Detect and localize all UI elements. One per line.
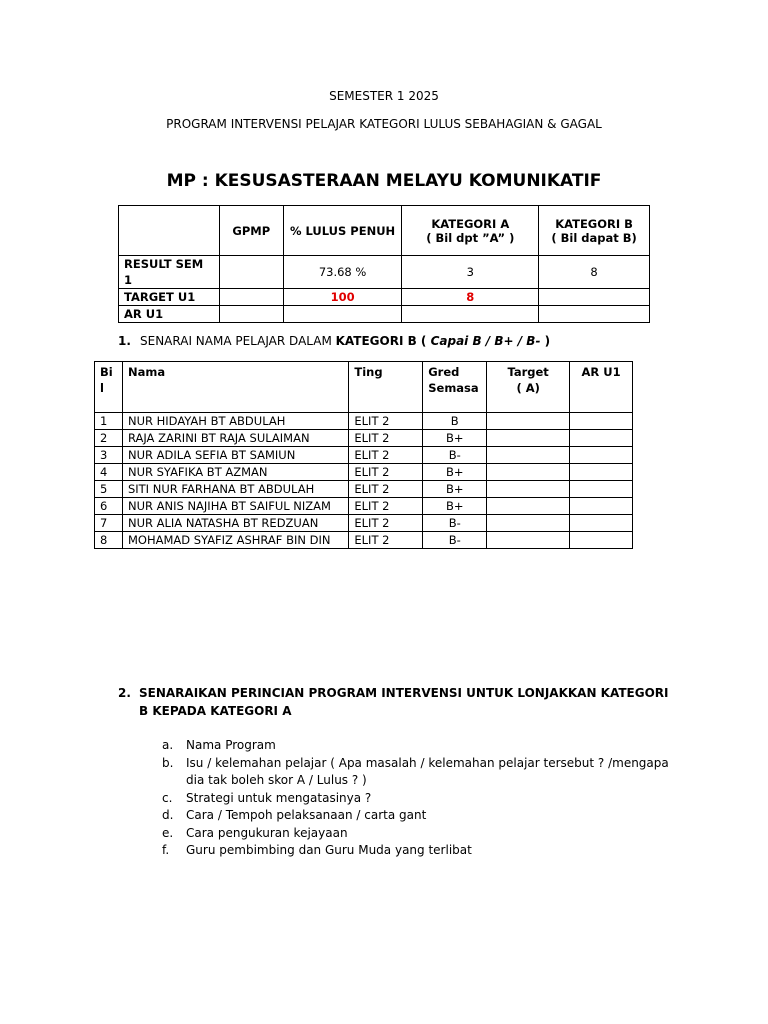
- cell-ar: [570, 532, 633, 549]
- cell-ar: [570, 498, 633, 515]
- list-item: [162, 755, 682, 790]
- section2-text: SENARAIKAN PERINCIAN PROGRAM INTERVENSI UNTUK LONJAKKAN KATEGORI B KEPADA KATEGORI A: [139, 686, 669, 718]
- cell-nama: NUR SYAFIKA BT AZMAN: [122, 464, 348, 481]
- summary-header-empty: [119, 206, 220, 256]
- section1-bold: KATEGORI B: [335, 334, 417, 348]
- cell-nama: NUR HIDAYAH BT ABDULAH: [122, 413, 348, 430]
- cell-bil: 7: [95, 515, 123, 532]
- summary-row-ar: [119, 306, 650, 323]
- row-label: AR U1: [119, 306, 220, 323]
- cell-nama: NUR ALIA NATASHA BT REDZUAN: [122, 515, 348, 532]
- header-bil: [95, 362, 123, 413]
- cell-gpmp: [219, 256, 283, 289]
- cell-nama: RAJA ZARINI BT RAJA SULAIMAN: [122, 430, 348, 447]
- list-letter: a.: [162, 738, 174, 752]
- list-item: [162, 790, 682, 808]
- cell-gred: B+: [423, 498, 487, 515]
- row-label: RESULT SEM 1: [119, 256, 220, 289]
- list-text: Strategi untuk mengatasinya ?: [186, 790, 372, 805]
- table-row: [95, 515, 633, 532]
- header-kategori-b-line1: KATEGORI B: [555, 216, 633, 231]
- header-kategori-a-line2: ( Bil dpt ”A” ): [426, 230, 515, 245]
- cell-gpmp: [219, 289, 283, 306]
- table-row: [95, 413, 633, 430]
- header-kategori-a-line1: KATEGORI A: [431, 216, 510, 231]
- cell-target: [487, 498, 570, 515]
- cell-gred: B: [423, 413, 487, 430]
- cell-target: [487, 413, 570, 430]
- cell-bil: 4: [95, 464, 123, 481]
- section2-list: [162, 737, 682, 860]
- section1-text: SENARAI NAMA PELAJAR DALAM: [140, 334, 336, 348]
- header-gred-line2: Semasa: [428, 381, 479, 395]
- table-row: [95, 464, 633, 481]
- table-row: [95, 481, 633, 498]
- list-letter: b.: [162, 755, 174, 770]
- cell-gred: B-: [423, 532, 487, 549]
- cell-ting: ELIT 2: [349, 447, 423, 464]
- list-text: Guru pembimbing dan Guru Muda yang terlibat: [186, 843, 472, 857]
- header-bil-line2: l: [100, 381, 104, 395]
- cell-gred: B+: [423, 430, 487, 447]
- cell-gred: B-: [423, 515, 487, 532]
- row-label: TARGET U1: [119, 289, 220, 306]
- cell-nama: MOHAMAD SYAFIZ ASHRAF BIN DIN: [122, 532, 348, 549]
- list-letter: c.: [162, 790, 173, 805]
- header-bil-line1: Bi: [100, 365, 113, 379]
- cell-ar: [570, 515, 633, 532]
- section1-number: 1.: [118, 334, 131, 348]
- summary-table: [118, 205, 650, 323]
- cell-ar: [570, 430, 633, 447]
- semester-heading: SEMESTER 1 2025: [329, 89, 439, 103]
- cell-ar: [570, 447, 633, 464]
- cell-target: [487, 464, 570, 481]
- table-row: [95, 498, 633, 515]
- section2-number: 2.: [118, 686, 131, 700]
- header-kategori-a: [402, 206, 539, 256]
- summary-row-target: [119, 289, 650, 306]
- cell-gred: B-: [423, 447, 487, 464]
- cell-ting: ELIT 2: [349, 532, 423, 549]
- student-table: [94, 361, 633, 549]
- cell-nama: SITI NUR FARHANA BT ABDULAH: [122, 481, 348, 498]
- header-kategori-b: [539, 206, 650, 256]
- list-text: Nama Program: [186, 738, 276, 752]
- document-title: MP : KESUSASTERAAN MELAYU KOMUNIKATIF: [166, 171, 602, 191]
- cell-ting: ELIT 2: [349, 430, 423, 447]
- summary-header-row: [119, 206, 650, 256]
- header-gpmp: GPMP: [219, 206, 283, 256]
- table-row: [95, 447, 633, 464]
- cell-kat-b: 8: [539, 256, 650, 289]
- cell-bil: 3: [95, 447, 123, 464]
- list-letter: d.: [162, 808, 174, 822]
- cell-kat-b: [539, 306, 650, 323]
- list-letter: e.: [162, 825, 174, 840]
- cell-ting: ELIT 2: [349, 481, 423, 498]
- header-target-line2: ( A): [516, 381, 540, 395]
- header-ting: Ting: [349, 362, 423, 413]
- cell-ting: ELIT 2: [349, 413, 423, 430]
- section1-paren-open: (: [416, 334, 431, 348]
- list-text: Cara / Tempoh pelaksanaan / carta gant: [186, 808, 427, 822]
- cell-nama: NUR ANIS NAJIHA BT SAIFUL NIZAM: [122, 498, 348, 515]
- section1-heading: [118, 334, 550, 348]
- table-row: [95, 532, 633, 549]
- program-heading: PROGRAM INTERVENSI PELAJAR KATEGORI LULUS SEBAHAGIAN & GAGAL: [166, 117, 602, 131]
- cell-bil: 6: [95, 498, 123, 515]
- table-row: [95, 430, 633, 447]
- list-item: [162, 825, 682, 843]
- student-header-row: [95, 362, 633, 413]
- cell-ting: ELIT 2: [349, 464, 423, 481]
- cell-gred: B+: [423, 464, 487, 481]
- cell-kat-a: 3: [402, 256, 539, 289]
- header-gred: [423, 362, 487, 413]
- cell-target: [487, 515, 570, 532]
- header-kategori-b-line2: ( Bil dapat B): [551, 230, 637, 245]
- cell-gred: B+: [423, 481, 487, 498]
- cell-kat-b: [539, 289, 650, 306]
- section1-paren-close: ): [540, 334, 551, 348]
- cell-bil: 2: [95, 430, 123, 447]
- cell-lulus: 73.68 %: [283, 256, 402, 289]
- cell-lulus: [283, 306, 402, 323]
- list-text: Cara pengukuran kejayaan: [186, 825, 348, 840]
- cell-bil: 1: [95, 413, 123, 430]
- list-letter: f.: [162, 843, 170, 857]
- header-ar-u1: AR U1: [570, 362, 633, 413]
- cell-kat-a: [402, 306, 539, 323]
- cell-gpmp: [219, 306, 283, 323]
- cell-target: [487, 430, 570, 447]
- cell-ar: [570, 413, 633, 430]
- cell-ar: [570, 481, 633, 498]
- cell-kat-a-target: 8: [402, 289, 539, 306]
- cell-bil: 8: [95, 532, 123, 549]
- cell-target: [487, 447, 570, 464]
- cell-target: [487, 481, 570, 498]
- cell-nama: NUR ADILA SEFIA BT SAMIUN: [122, 447, 348, 464]
- cell-ting: ELIT 2: [349, 515, 423, 532]
- header-target-line1: Target: [507, 365, 549, 379]
- list-text: Isu / kelemahan pelajar ( Apa masalah / kelemahan pelajar tersebut ? /mengapa dia tak boleh skor A / Lulus ? ): [186, 755, 669, 787]
- cell-bil: 5: [95, 481, 123, 498]
- cell-ting: ELIT 2: [349, 498, 423, 515]
- cell-lulus-target: 100: [283, 289, 402, 306]
- cell-target: [487, 532, 570, 549]
- header-lulus-penuh: % LULUS PENUH: [283, 206, 402, 256]
- list-item: [162, 842, 682, 860]
- list-item: [162, 807, 682, 825]
- header-gred-line1: Gred: [428, 365, 460, 379]
- header-nama: Nama: [122, 362, 348, 413]
- header-target: [487, 362, 570, 413]
- cell-ar: [570, 464, 633, 481]
- section1-italic: Capai B / B+ / B-: [430, 334, 541, 348]
- list-item: [162, 737, 682, 755]
- section2-heading: [118, 684, 678, 718]
- summary-row-result: [119, 256, 650, 289]
